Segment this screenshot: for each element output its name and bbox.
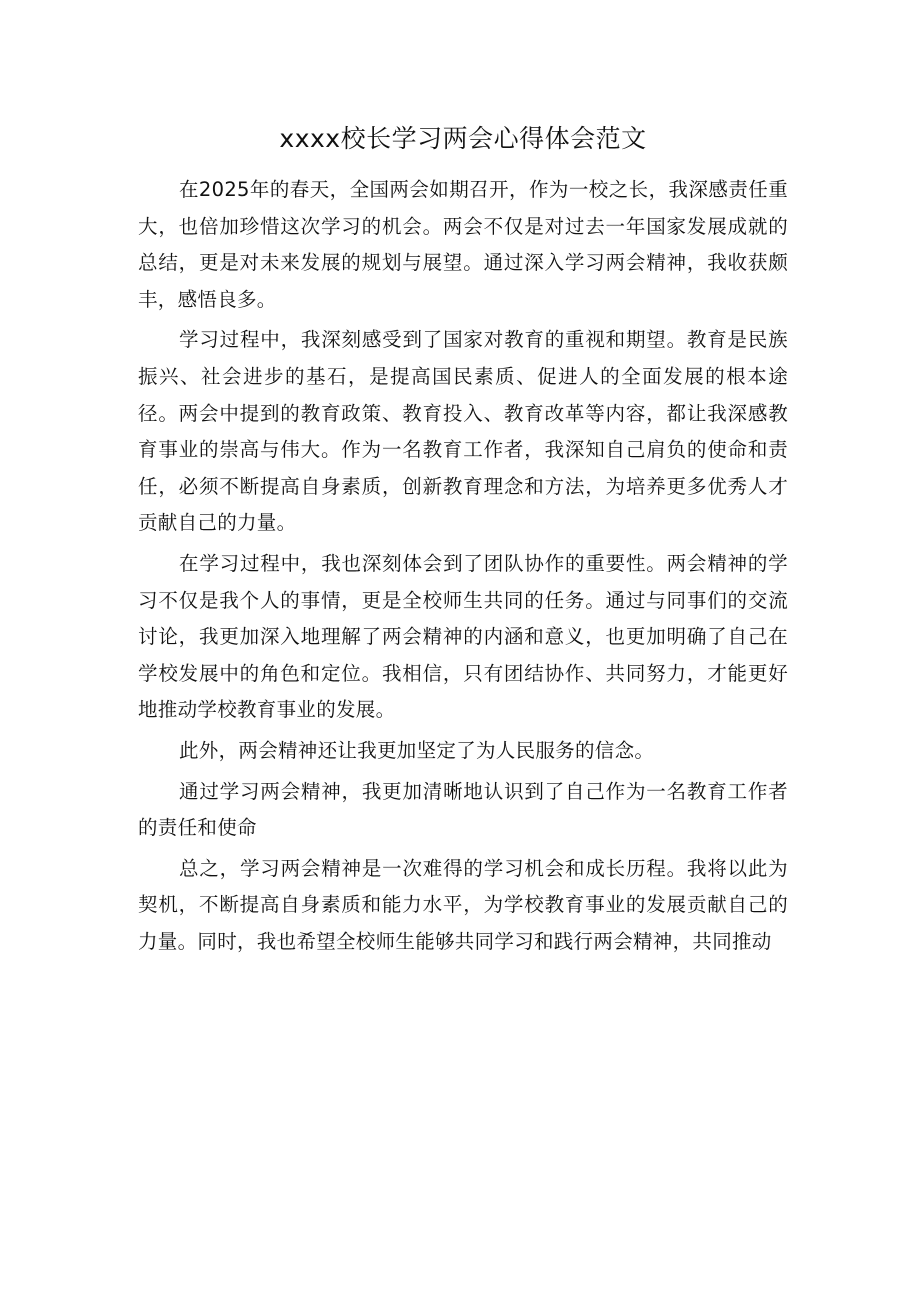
document-page [138, 116, 788, 964]
paragraph-4: 此外，两会精神还让我更加坚定了为人民服务的信念。 [179, 738, 655, 762]
paragraph-3: 在学习过程中，我也深刻体会到了团队协作的重要性。两会精神的学习不仅是我个人的事情，更是全校师生共同的任务。通过与同事们的交流讨论，我更加深入地理解了两会精神的内涵和意义，也更加明确了自己在学校发展中的角色和定位。我相信，只有团结协作、共同努力，才能更好地推动学校教育事业的发展。 [138, 551, 788, 722]
paragraph-1: 在2025年的春天，全国两会如期召开，作为一校之长，我深感责任重大，也倍加珍惜这次学习的机会。两会不仅是对过去一年国家发展成就的总结，更是对未来发展的规划与展望。通过深入学习两会精神，我收获颇丰，感悟良多。 [138, 178, 788, 311]
paragraph-6: 总之，学习两会精神是一次难得的学习机会和成长历程。我将以此为契机，不断提高自身素质和能力水平，为学校教育事业的发展贡献自己的力量。同时，我也希望全校师生能够共同学习和践行两会精神，共同推动 [138, 856, 788, 953]
document-title: xxxx校长学习两会心得体会范文 [279, 124, 647, 153]
paragraph-5: 通过学习两会精神，我更加清晰地认识到了自己作为一名教育工作者的责任和使命 [138, 779, 788, 840]
paragraph-2: 学习过程中，我深刻感受到了国家对教育的重视和期望。教育是民族振兴、社会进步的基石，是提高国民素质、促进人的全面发展的根本途径。两会中提到的教育政策、教育投入、教育改革等内容，都让我深感教育事业的崇高与伟大。作为一名教育工作者，我深知自己肩负的使命和责任，必须不断提高自身素质，创新教育理念和方法，为培养更多优秀人才贡献自己的力量。 [138, 328, 788, 535]
